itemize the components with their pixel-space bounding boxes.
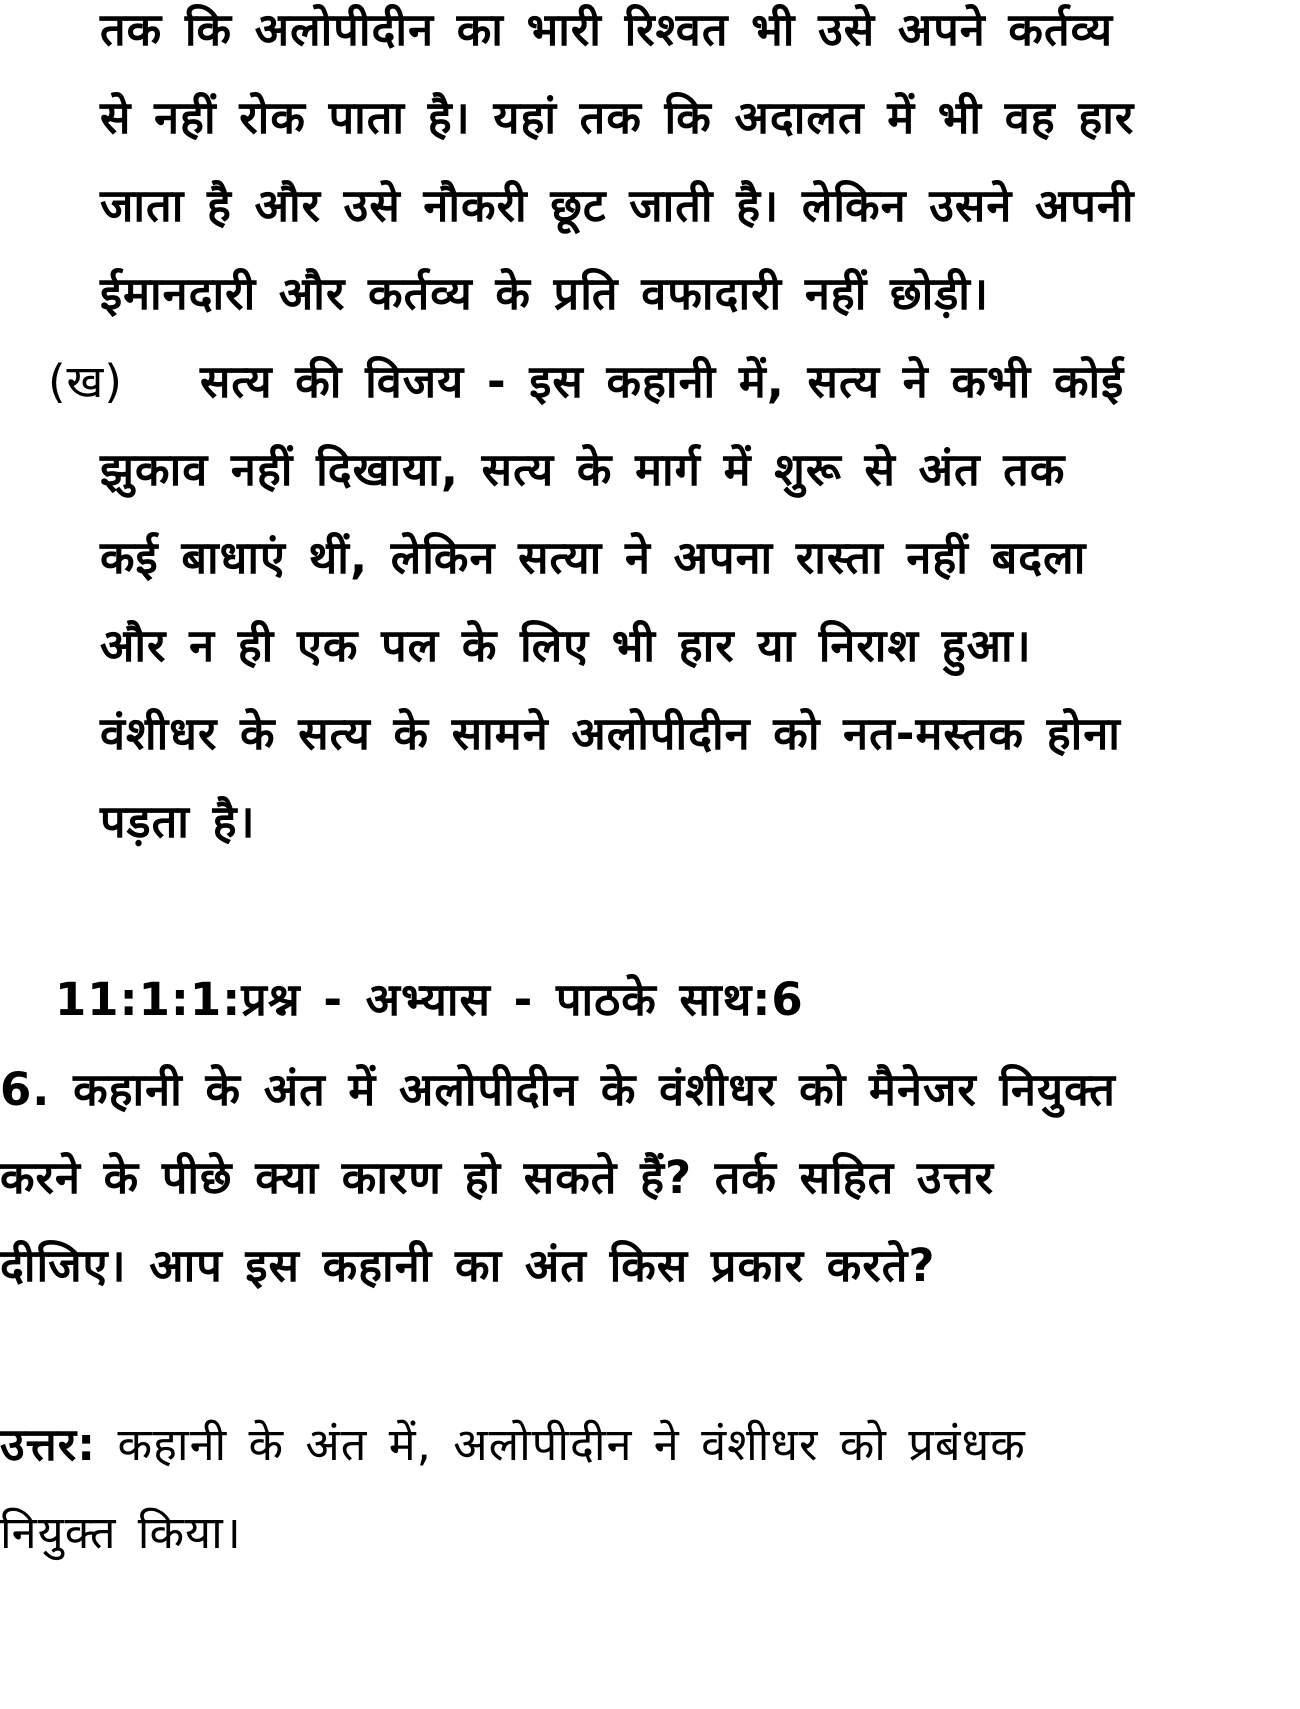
answer-label: उत्तर: bbox=[0, 1418, 97, 1471]
question-line: करने के पीछे क्या कारण हो सकते हैं? तर्क सहित उत्तर bbox=[0, 1151, 995, 1204]
paragraph-line: झुकाव नहीं दिखाया, सत्य के मार्ग में शुरू से अंत तक bbox=[100, 443, 1066, 496]
paragraph-line: कई बाधाएं थीं, लेकिन सत्या ने अपना रास्ता नहीं बदला bbox=[100, 531, 1087, 584]
paragraph-line: जाता है और उसे नौकरी छूट जाती है। लेकिन उसने अपनी bbox=[100, 179, 1135, 232]
answer-line bbox=[0, 1415, 1026, 1475]
paragraph-line: और न ही एक पल के लिए भी हार या निराश हुआ। bbox=[100, 619, 1032, 672]
question-line: दीजिए। आप इस कहानी का अंत किस प्रकार करते? bbox=[0, 1239, 936, 1292]
paragraph-line: वंशीधर के सत्य के सामने अलोपीदीन को नत-मस्तक होना bbox=[100, 707, 1121, 760]
section-heading: 11:1:1:प्रश्न - अभ्यास - पाठके साथ:6 bbox=[55, 973, 804, 1026]
answer-text: कहानी के अंत में, अलोपीदीन ने वंशीधर को प्रबंधक bbox=[96, 1418, 1026, 1471]
paragraph-line: पड़ता है। bbox=[100, 795, 256, 848]
paragraph-line: ईमानदारी और कर्तव्य के प्रति वफादारी नहीं छोड़ी। bbox=[100, 267, 990, 320]
question-line: 6. कहानी के अंत में अलोपीदीन के वंशीधर को मैनेजर नियुक्त bbox=[0, 1063, 1116, 1116]
paragraph-line: सत्य की विजय - इस कहानी में, सत्य ने कभी कोई bbox=[200, 355, 1125, 408]
paragraph-line: से नहीं रोक पाता है। यहां तक कि अदालत में भी वह हार bbox=[100, 91, 1135, 144]
paragraph-line: तक कि अलोपीदीन का भारी रिश्वत भी उसे अपने कर्तव्य bbox=[100, 3, 1114, 56]
answer-line: नियुक्त किया। bbox=[0, 1506, 242, 1559]
list-label: (ख) bbox=[48, 355, 123, 408]
